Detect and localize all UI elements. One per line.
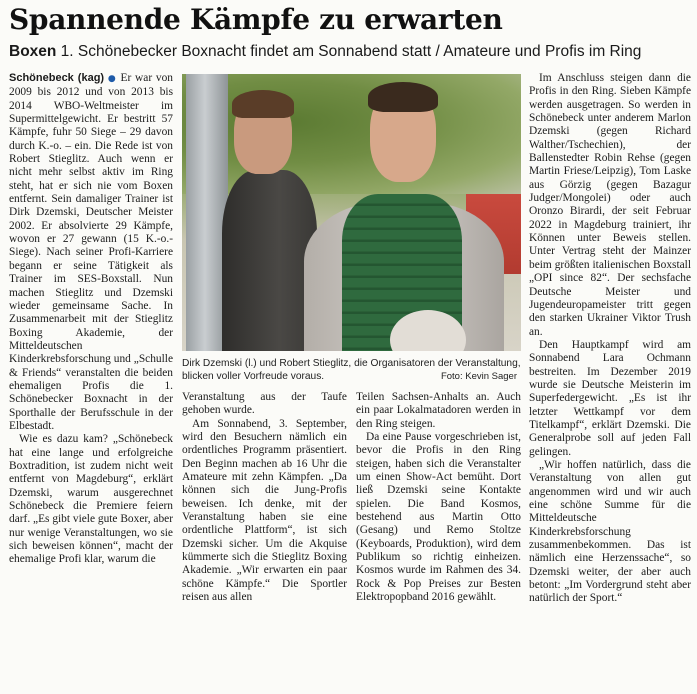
bullet-icon: ●: [107, 74, 117, 84]
subline-text: 1. Schönebecker Boxnacht findet am Sonnabend statt / Amateure und Profis im Ring: [56, 43, 642, 60]
headline: Spannende Kämpfe zu erwarten: [9, 3, 503, 36]
photo-person-left-hair: [232, 90, 294, 118]
article-paragraph: Im Anschluss steigen dann die Profis in den Ring. Sieben Kämpfe werden ausgetragen. So werden in Schönebeck unter anderem Marlon Dzemski (gegen Richard Walther/Tschechien), der Ballenstedter Robin Rehse (gegen Martin Friese/Leipzig), Tom Laske aus Görzig (gegen Bazagur Judger/Mongolei) oder auch Oronzo Birardi, der seit Februar 2022 in Magdeburg trainiert, ihr Können unter Beweis stellen. Unter Vertrag steht der Mainzer beim größten italienischen Boxstall „OPI since 82“. Der sechsfache Deutsche Meister und Jugendeuropameister tritt gegen den starken Ukrainer Viktor Trush an.: [529, 72, 691, 338]
photo-background-trees: [182, 74, 521, 194]
article-paragraph: [9, 72, 173, 433]
photo-credit: Foto: Kevin Sager: [440, 371, 517, 382]
article-paragraph: „Wir hoffen natürlich, dass die Veranstaltung von allen gut angenommen wird und wir auch eine schöne Summe für die Mitteldeutsche Kinderkrebsforschung zusammenbekommen. Das ist nämlich eine Herzenssache“, so Dzemski weiter, der aber auch betont: „Im Vordergrund steht aber natürlich der Sport.“: [529, 458, 691, 605]
article-paragraph: Am Sonnabend, 3. September, wird den Besuchern nämlich ein ordentliches Programm präsentiert. Den Beginn machen ab 16 Uhr die Amateure mit zehn Kämpfen. „Da können sich die Jung-Profis beweisen. Ich denke, mit der Veranstaltung haben sie eine ordentliche Plattform“, ist sich Dzemski sicher. Um die Akquise kümmerte sich die Stieglitz Boxing Akademie. „Wir erwarten ein paar schöne Kämpfe.“ Die Sportler reisen aus allen: [182, 417, 347, 604]
dateline: Schönebeck (kag): [9, 72, 105, 84]
photo-person-right-hair: [368, 82, 438, 112]
article-paragraph: Veranstaltung aus der Taufe gehoben wurde.: [182, 391, 347, 417]
subline-kicker: Boxen: [9, 43, 57, 60]
photo-caption: [182, 357, 521, 383]
article-photo: [182, 74, 521, 351]
photo-person-left-body: [222, 170, 317, 351]
paragraph-text: Er war von 2009 bis 2012 und von 2013 bis 2014 WBO-Weltmeister im Supermittelgewicht. Er bestritt 57 Kämpfe, fuhr 50 Siege – 29 davon durch K.-o. – ein. Die Rede ist von Robert Stieglitz. Auch wenn er nicht mehr selbst aktiv im Ring steht, hat er sich nie vom Boxen entfernt. Sein damaliger Trainer ist Dirk Dzemski, Deutscher Meister 2002. Er absolvierte 29 Kämpfe, wovon er 27 gewann (15 K.-o.-Siege). Nach seiner Profi-Karriere begann er seine Tätigkeit als Trainer im SES-Boxstall. Nun machen Stieglitz und Dzemski wieder gemeinsame Sache. In Zusammenarbeit mit der Stieglitz Boxing Akademie, der Mitteldeutschen Kinderkrebsforschung und „Schulle & Friends“ veranstalten die beiden ehemaligen Profis die 1. Schönebecker Boxnacht in der Sporthalle der Berufsschule in der Elbestadt.: [9, 72, 173, 432]
article-column-3: [356, 391, 521, 605]
subline: [9, 41, 689, 63]
article-paragraph: Da eine Pause vorgeschrieben ist, bevor die Profis in den Ring steigen, haben sich die Veranstalter um einen Show-Act bemüht. Dort ließ Dzemski seine Kontakte spielen. Die Band Kosmos, bestehend aus Martin Otto (Gesang) und Remo Stoltze (Keyboards, Produktion), wird dem Publikum so richtig einheizen. Kosmos wurde im Rahmen des 34. Rock & Pop Preises zur Besten Elektropopband 2016 gewählt.: [356, 431, 521, 604]
article-column-2: [182, 391, 347, 605]
article-paragraph: Teilen Sachsen-Anhalts an. Auch ein paar Lokalmatadoren werden in den Ring steigen.: [356, 391, 521, 430]
article-column-1: [9, 72, 173, 567]
caption-text: Dirk Dzemski (l.) und Robert Stieglitz, die Organisatoren der Veranstaltung, blicken voller Vorfreude voraus.: [182, 358, 521, 382]
article-paragraph: Den Hauptkampf wird am Sonnabend Lara Ochmann bestreiten. Im Dezember 2019 wurde sie Deutsche Meisterin im Superfedergewicht. „Es ist ihr letzter Wettkampf vor dem Titelkampf“, erklärt Dzemski. Die Generalprobe soll auf jeden Fall gelingen.: [529, 338, 691, 458]
article-paragraph: Wie es dazu kam? „Schönebeck hat eine lange und erfolgreiche Boxtradition, ist zudem nicht weit entfernt von Magdeburg“, erklärt Dzemski, warum ausgerechnet Schönebeck die Premiere feiern darf. „Es gibt viele gute Boxer, aber nur wenige Veranstaltungen, wo sie sich beweisen können“, macht der ehemalige Profi klar, warum die: [9, 433, 174, 566]
article-column-4: [529, 72, 691, 606]
